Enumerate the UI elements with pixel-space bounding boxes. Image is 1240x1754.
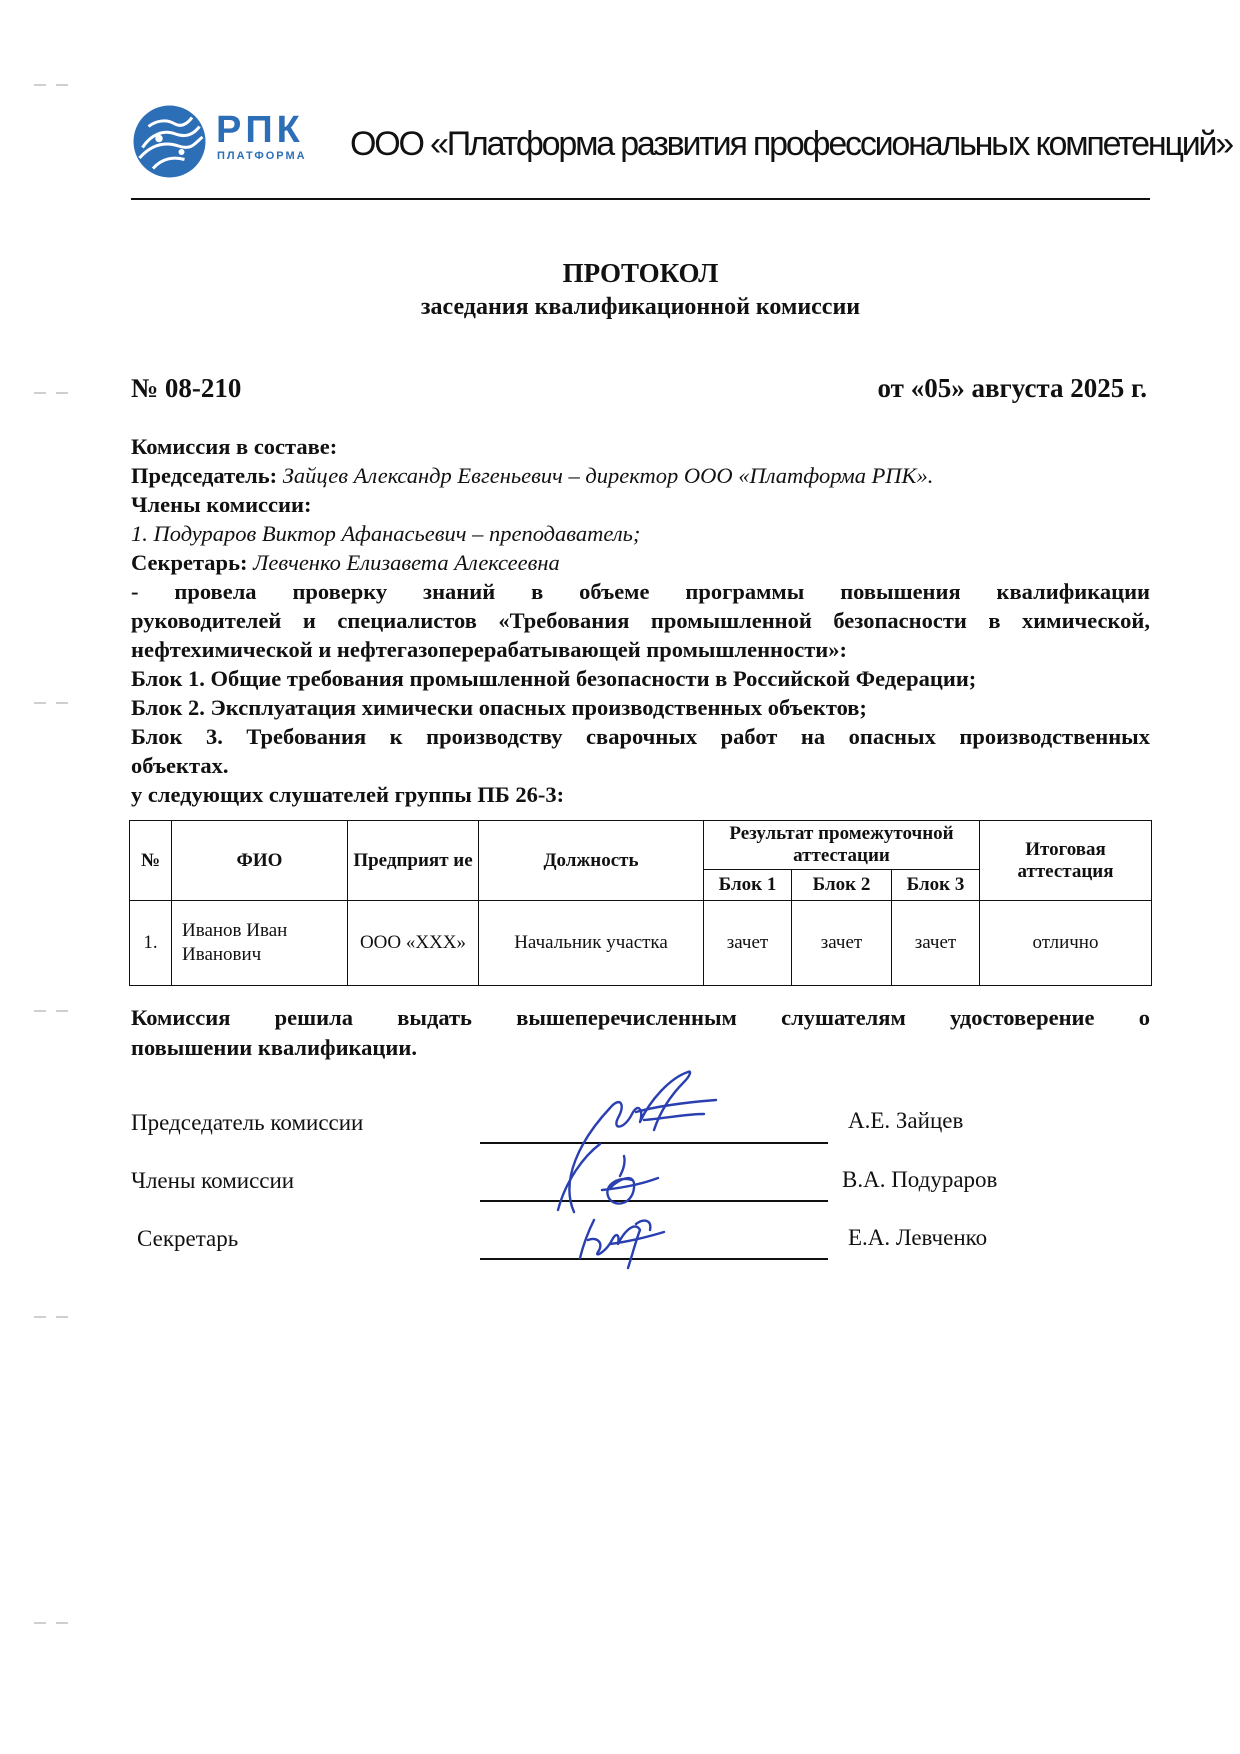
table-row (130, 901, 1152, 986)
header-final: Итоговая аттестация (980, 821, 1152, 901)
cell-block2: зачет (792, 901, 892, 986)
header-interim: Результат промежуточной аттестации (704, 821, 980, 870)
document-title: ПРОТОКОЛ (562, 258, 719, 288)
header-block3: Блок 3 (892, 870, 980, 901)
logo-wordmark: РПК (216, 109, 304, 151)
chair-name: А.Е. Зайцев (848, 1108, 964, 1133)
cell-company: ООО «ХХХ» (348, 901, 479, 986)
check-line: - провела проверку знаний в объеме программы повышения квалификации (131, 579, 1150, 604)
logo-subtitle: ПЛАТФОРМА (217, 150, 307, 162)
cell-final: отлично (980, 901, 1152, 986)
secretary-label: Секретарь: (131, 550, 248, 575)
decision-line: повышении квалификации. (131, 1035, 417, 1060)
document-subtitle: заседания квалификационной комиссии (420, 294, 861, 320)
handwritten-signatures (540, 1060, 800, 1270)
scan-mark (34, 1316, 46, 1318)
secretary-line (131, 548, 1150, 577)
chair-role: Председатель комиссии (131, 1110, 364, 1135)
cell-block3: зачет (892, 901, 980, 986)
cell-block1: зачет (704, 901, 792, 986)
members-role: Члены комиссии (131, 1168, 295, 1193)
secretary-name: Е.А. Левченко (848, 1225, 988, 1250)
company-logo-icon (132, 104, 207, 179)
commission-heading: Комиссия в составе: (131, 434, 338, 459)
document-number: № 08-210 (131, 373, 242, 403)
header-divider (131, 198, 1150, 200)
cell-num: 1. (130, 901, 172, 986)
header-num: № (130, 821, 172, 901)
document-date: от «05» августа 2025 г. (877, 373, 1147, 403)
header-position: Должность (479, 821, 704, 901)
scan-mark (34, 1622, 46, 1624)
header-block1: Блок 1 (704, 870, 792, 901)
scan-mark (34, 84, 46, 86)
secretary-role: Секретарь (137, 1226, 239, 1251)
header-block2: Блок 2 (792, 870, 892, 901)
organization-name: ООО «Платформа развития профессиональных компетенций» (350, 125, 1233, 163)
chair-value: Зайцев Александр Евгеньевич – директор ООО «Платформа РПК». (277, 463, 934, 488)
scan-mark (34, 1010, 46, 1012)
members-name: В.А. Подураров (842, 1167, 998, 1192)
block-item: Блок 1. Общие требования промышленной безопасности в Российской Федерации; (131, 666, 977, 691)
results-table (129, 820, 1152, 986)
decision-line: Комиссия решила выдать вышеперечисленным слушателям удостоверение о (131, 1005, 1150, 1030)
scan-mark (56, 1010, 68, 1012)
cell-position: Начальник участка (479, 901, 704, 986)
member-item: 1. Подураров Виктор Афанасьевич – преподаватель; (131, 521, 641, 546)
check-line: нефтехимической и нефтегазоперерабатывающей промышленности»: (131, 637, 848, 662)
cell-fio: Иванов Иван Иванович (172, 901, 348, 986)
secretary-value: Левченко Елизавета Алексеевна (247, 550, 560, 575)
group-line: у следующих слушателей группы ПБ 26-3: (131, 782, 565, 807)
header-company: Предприят ие (348, 821, 479, 901)
chair-label: Председатель: (131, 463, 278, 488)
scan-mark (56, 1622, 68, 1624)
block-item: Блок 2. Эксплуатация химически опасных производственных объектов; (131, 695, 867, 720)
check-line: руководителей и специалистов «Требования промышленной безопасности в химической, (131, 608, 1150, 633)
block-item: объектах. (131, 753, 229, 778)
scan-mark (56, 702, 68, 704)
members-label: Члены комиссии: (131, 492, 312, 517)
header-fio: ФИО (172, 821, 348, 901)
scan-mark (56, 1316, 68, 1318)
scan-mark (56, 392, 68, 394)
scan-mark (34, 702, 46, 704)
decision-paragraph (131, 1003, 1150, 1063)
chair-line (131, 461, 1150, 490)
scan-mark (34, 392, 46, 394)
scan-mark (56, 84, 68, 86)
commission-section (131, 432, 1150, 809)
block-item: Блок 3. Требования к производству сварочных работ на опасных производственных (131, 724, 1150, 749)
